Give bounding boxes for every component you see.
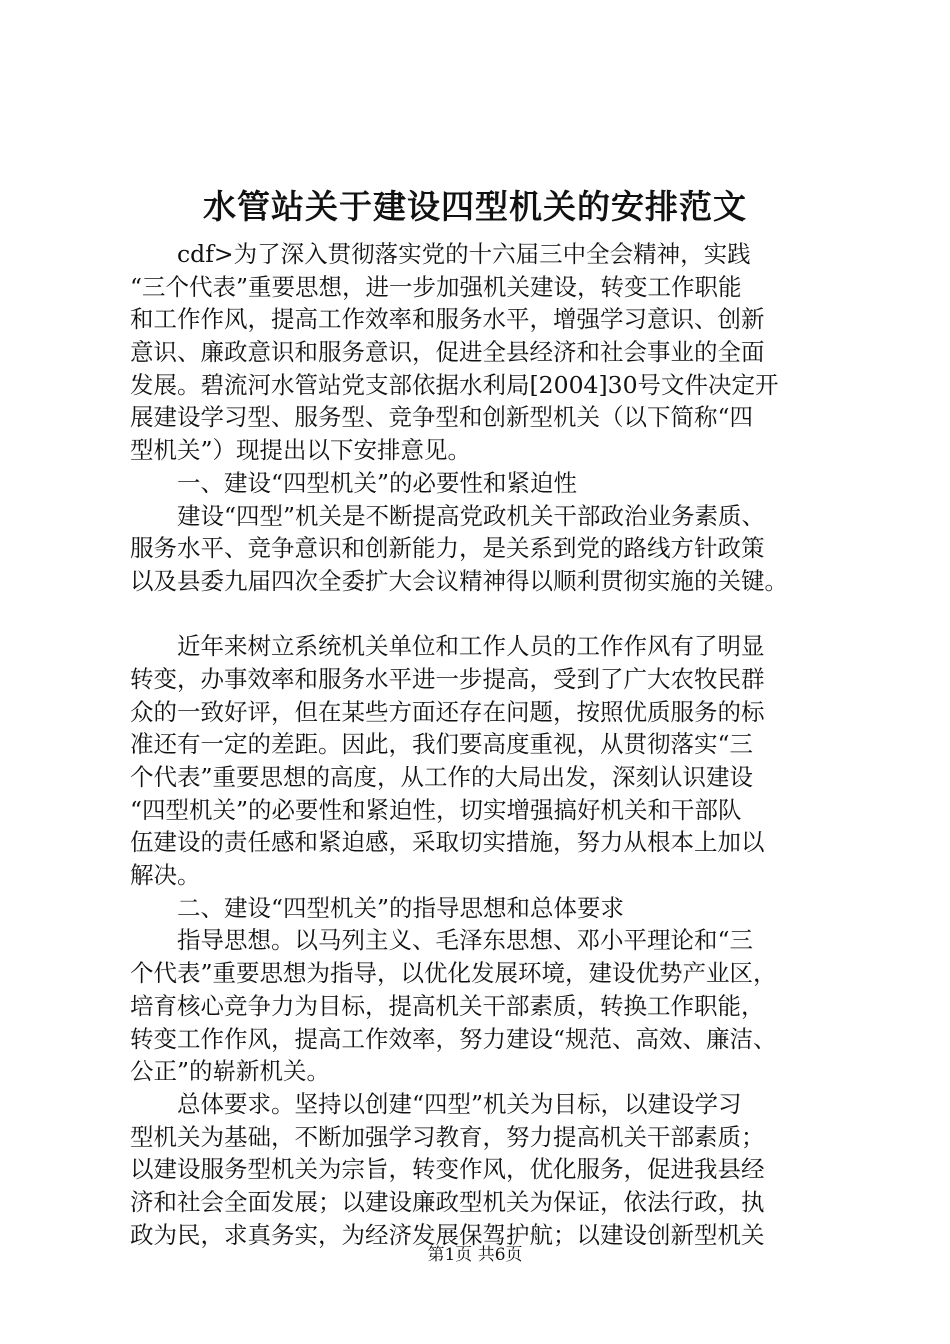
- text-line: 伍建设的责任感和紧迫感，采取切实措施，努力从根本上加以: [130, 828, 765, 857]
- text-line: 个代表”重要思想的高度，从工作的大局出发，深刻认识建设: [130, 763, 754, 791]
- text-line: 二、建设“四型机关”的指导思想和总体要求: [177, 893, 625, 922]
- text-line: 以建设服务型机关为宗旨，转变作风，优化服务，促进我县经: [130, 1155, 765, 1184]
- text-line: 一、建设“四型机关”的必要性和紧迫性: [177, 468, 578, 497]
- text-line: 解决。: [130, 861, 201, 890]
- blank-line: [130, 598, 830, 631]
- document-body: [130, 238, 830, 1251]
- text-line: 准还有一定的差距。因此，我们要高度重视，从贯彻落实“三: [130, 730, 754, 759]
- text-line: 公正”的崭新机关。: [130, 1057, 331, 1086]
- text-line: 政为民，求真务实，为经济发展保驾护航；以建设创新型机关: [130, 1220, 765, 1249]
- text-line: “四型机关”的必要性和紧迫性，切实增强搞好机关和干部队: [130, 795, 742, 824]
- text-line: 意识、廉政意识和服务意识，促进全县经济和社会事业的全面: [130, 338, 765, 367]
- text-line: 和工作作风，提高工作效率和服务水平，增强学习意识、创新: [130, 305, 765, 334]
- text-line: 建设“四型”机关是不断提高党政机关干部政治业务素质、: [177, 501, 766, 530]
- document-title: 水管站关于建设四型机关的安排范文: [203, 187, 747, 226]
- text-line: 个代表”重要思想为指导，以优化发展环境，建设优势产业区，: [130, 959, 777, 988]
- text-line: 众的一致好评，但在某些方面还存在问题，按照优质服务的标: [130, 697, 765, 726]
- text-line: “三个代表”重要思想，进一步加强机关建设，转变工作职能: [130, 272, 742, 301]
- page-footer: 第1页 共6页: [427, 1245, 523, 1265]
- text-line: 型机关”）现提出以下安排意见。: [130, 436, 472, 465]
- text-line: 型机关为基础，不断加强学习教育，努力提高机关干部素质；: [130, 1122, 765, 1151]
- text-line: cdf>为了深入贯彻落实党的十六届三中全会精神，实践: [177, 240, 751, 268]
- text-line: 服务水平、竞争意识和创新能力，是关系到党的路线方针政策: [130, 534, 765, 563]
- text-line: 近年来树立系统机关单位和工作人员的工作作风有了明显: [177, 632, 765, 661]
- text-line: 展建设学习型、服务型、竞争型和创新型机关（以下简称“四: [130, 403, 754, 432]
- text-line: 指导思想。以马列主义、毛泽东思想、邓小平理论和“三: [177, 926, 754, 955]
- text-line: 转变工作作风，提高工作效率，努力建设“规范、高效、廉洁、: [130, 1024, 777, 1053]
- text-line: 培育核心竞争力为目标，提高机关干部素质，转换工作职能，: [130, 991, 765, 1020]
- text-line: 以及县委九届四次全委扩大会议精神得以顺利贯彻实施的关键。: [130, 566, 788, 595]
- text-line: 转变，办事效率和服务水平进一步提高，受到了广大农牧民群: [130, 664, 765, 693]
- text-line: 济和社会全面发展；以建设廉政型机关为保证，依法行政，执: [130, 1187, 765, 1216]
- text-line: 发展。碧流河水管站党支部依据水利局[2004]30号文件决定开: [130, 370, 779, 399]
- text-line: 总体要求。坚持以创建“四型”机关为目标，以建设学习: [177, 1089, 742, 1118]
